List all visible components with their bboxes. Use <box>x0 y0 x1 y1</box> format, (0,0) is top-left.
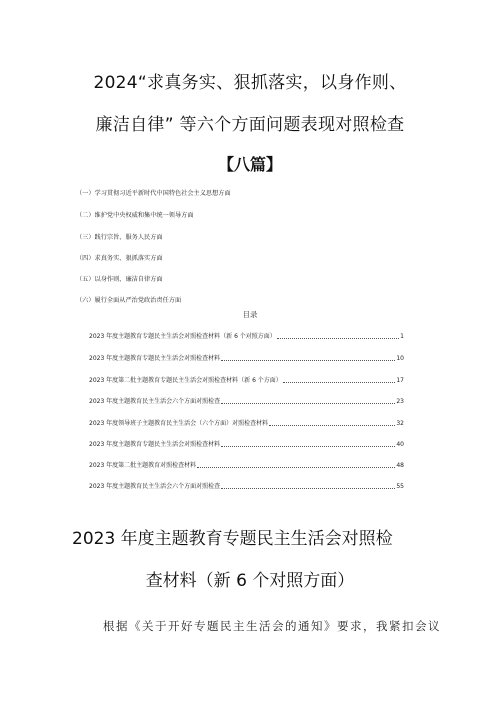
toc-entry-page: 55 <box>396 483 404 490</box>
document-title-line-1: 2023 年度主题教育专题民主生活会对照检 <box>72 529 393 549</box>
main-title-line-1: 2024“求真务实、狠抓落实，以身作则、 <box>93 73 407 93</box>
toc-entry-page: 48 <box>396 462 404 469</box>
toc-entry[interactable] <box>89 481 404 490</box>
toc-entry-title: 2023 年度主题教育专题民主生活会对照检查材料 <box>89 355 221 362</box>
toc-entry-title: 2023 年度主题教育专题民主生活会对照检查材料（新 6 个对照方面） <box>89 333 276 340</box>
toc-leader-dots <box>277 338 399 339</box>
toc-entry-title: 2023 年度领导班子主题教育民主生活会（六个方面）对照检查材料 <box>89 420 269 427</box>
document-title-line-2: 查材料（新 6 个对照方面） <box>145 571 355 591</box>
toc-leader-dots <box>197 467 395 468</box>
toc-leader-dots <box>221 403 395 404</box>
toc-entry[interactable] <box>89 439 404 448</box>
toc-entry-page: 17 <box>396 377 404 384</box>
toc-entry-title: 2023 年度第二批主题教育对照检查材料 <box>89 462 197 469</box>
toc-entry-title: 2023 年度主题教育民主生活会六个方面对照检查 <box>89 483 221 490</box>
main-title-line-2: 廉洁自律” 等六个方面问题表现对照检查 <box>95 115 405 135</box>
article-count-badge: 【八篇】 <box>217 155 282 174</box>
toc-leader-dots <box>269 425 395 426</box>
toc-entry[interactable] <box>89 353 404 362</box>
toc-entry-page: 32 <box>396 420 404 427</box>
toc-entry[interactable] <box>89 331 404 340</box>
toc-leader-dots <box>283 382 396 383</box>
toc-entry-page: 10 <box>396 355 404 362</box>
toc-entry-page: 1 <box>400 333 404 340</box>
toc-entry[interactable] <box>89 460 404 469</box>
toc-entry[interactable] <box>89 375 404 384</box>
toc-entry-title: 2023 年度第二批主题教育专题民主生活会对照检查材料（新 6 个方面） <box>89 377 282 384</box>
toc-entry[interactable] <box>89 418 404 427</box>
toc-entry[interactable] <box>89 396 404 405</box>
toc-entry-title: 2023 年度主题教育民主生活会六个方面对照检查 <box>89 398 221 405</box>
toc-leader-dots <box>221 488 395 489</box>
body-paragraph: 根据《关于开好专题民主生活会的通知》要求，我紧扣会议 <box>103 619 441 633</box>
toc-entry-page: 23 <box>396 398 404 405</box>
aspect-item-4: （四）求真务实、狠抓落实方面 <box>76 255 163 262</box>
aspect-item-1: （一）学习贯彻习近平新时代中国特色社会主义思想方面 <box>76 190 231 197</box>
toc-heading: 目录 <box>242 310 258 319</box>
aspect-item-3: （三）践行宗旨、服务人民方面 <box>76 234 163 241</box>
toc-entry-title: 2023 年度主题教育专题民主生活会对照检查材料 <box>89 441 221 448</box>
toc-entry-page: 40 <box>396 441 404 448</box>
toc-leader-dots <box>221 446 395 447</box>
toc-leader-dots <box>221 360 395 361</box>
aspect-item-6: （六）履行全面从严治党政治责任方面 <box>76 297 182 304</box>
aspect-item-2: （二）维护党中央权威和集中统一领导方面 <box>76 212 194 219</box>
aspect-item-5: （五）以身作则、廉洁自律方面 <box>76 276 163 283</box>
